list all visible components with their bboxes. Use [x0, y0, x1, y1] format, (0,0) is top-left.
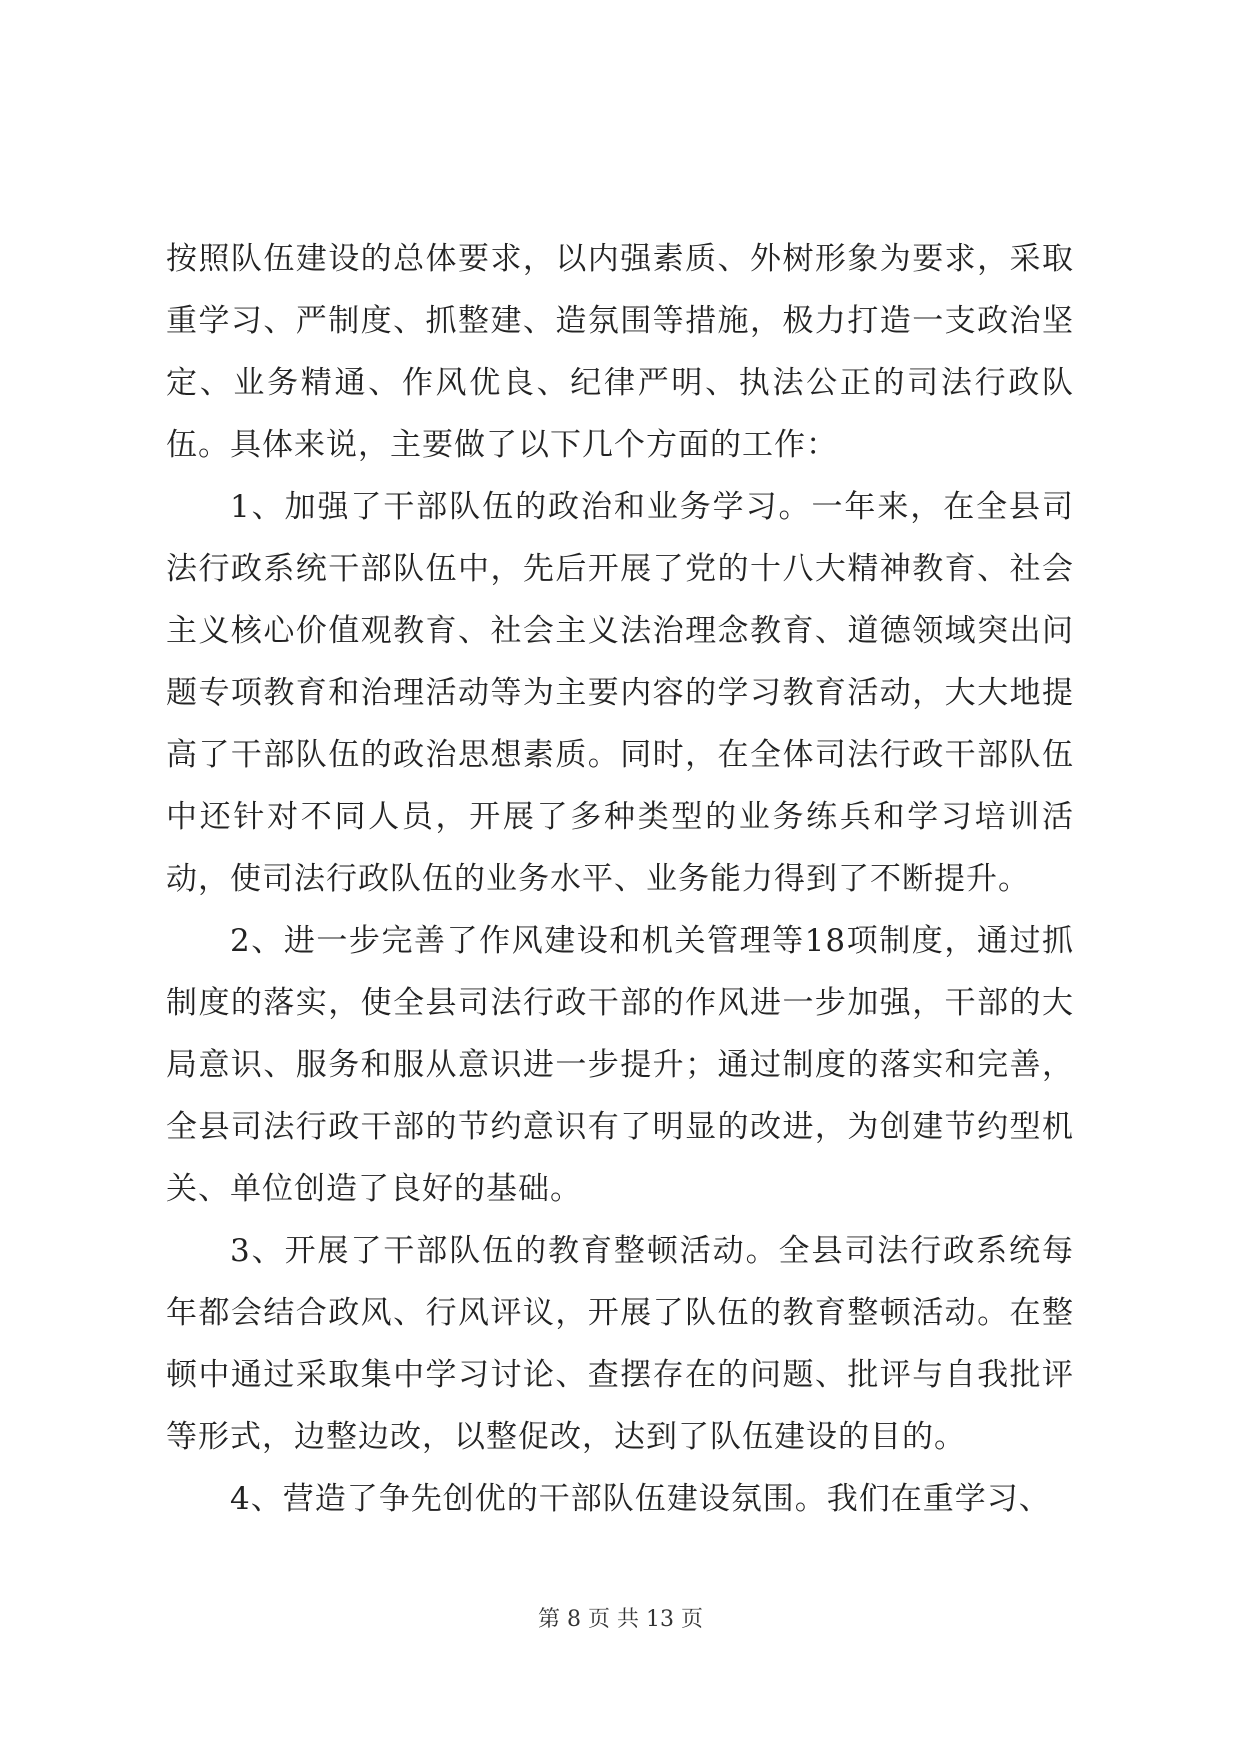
- body-text: [166, 228, 1074, 1530]
- paragraph-continuation: 按照队伍建设的总体要求，以内强素质、外树形象为要求，采取重学习、严制度、抓整建、造氛围等措施，极力打造一支政治坚定、业务精通、作风优良、纪律严明、执法公正的司法行政队伍。具体来说，主要做了以下几个方面的工作：: [166, 241, 1074, 463]
- paragraph-item-3: 3、开展了干部队伍的教育整顿活动。全县司法行政系统每年都会结合政风、行风评议，开展了队伍的教育整顿活动。在整顿中通过采取集中学习讨论、查摆存在的问题、批评与自我批评等形式，边整边改，以整促改，达到了队伍建设的目的。: [166, 1233, 1074, 1455]
- paragraph-item-2: 2、进一步完善了作风建设和机关管理等18项制度，通过抓制度的落实，使全县司法行政干部的作风进一步加强，干部的大局意识、服务和服从意识进一步提升；通过制度的落实和完善，全县司法行政干部的节约意识有了明显的改进，为创建节约型机关、单位创造了良好的基础。: [166, 923, 1074, 1207]
- paragraph-item-1: 1、加强了干部队伍的政治和业务学习。一年来，在全县司法行政系统干部队伍中，先后开展了党的十八大精神教育、社会主义核心价值观教育、社会主义法治理念教育、道德领域突出问题专项教育和治理活动等为主要内容的学习教育活动，大大地提高了干部队伍的政治思想素质。同时，在全体司法行政干部队伍中还针对不同人员，开展了多种类型的业务练兵和学习培训活动，使司法行政队伍的业务水平、业务能力得到了不断提升。: [166, 489, 1074, 897]
- paragraph-item-4: 4、营造了争先创优的干部队伍建设氛围。我们在重学习、: [230, 1481, 1051, 1517]
- page-number-footer: 第 8 页 共 13 页: [538, 1607, 703, 1632]
